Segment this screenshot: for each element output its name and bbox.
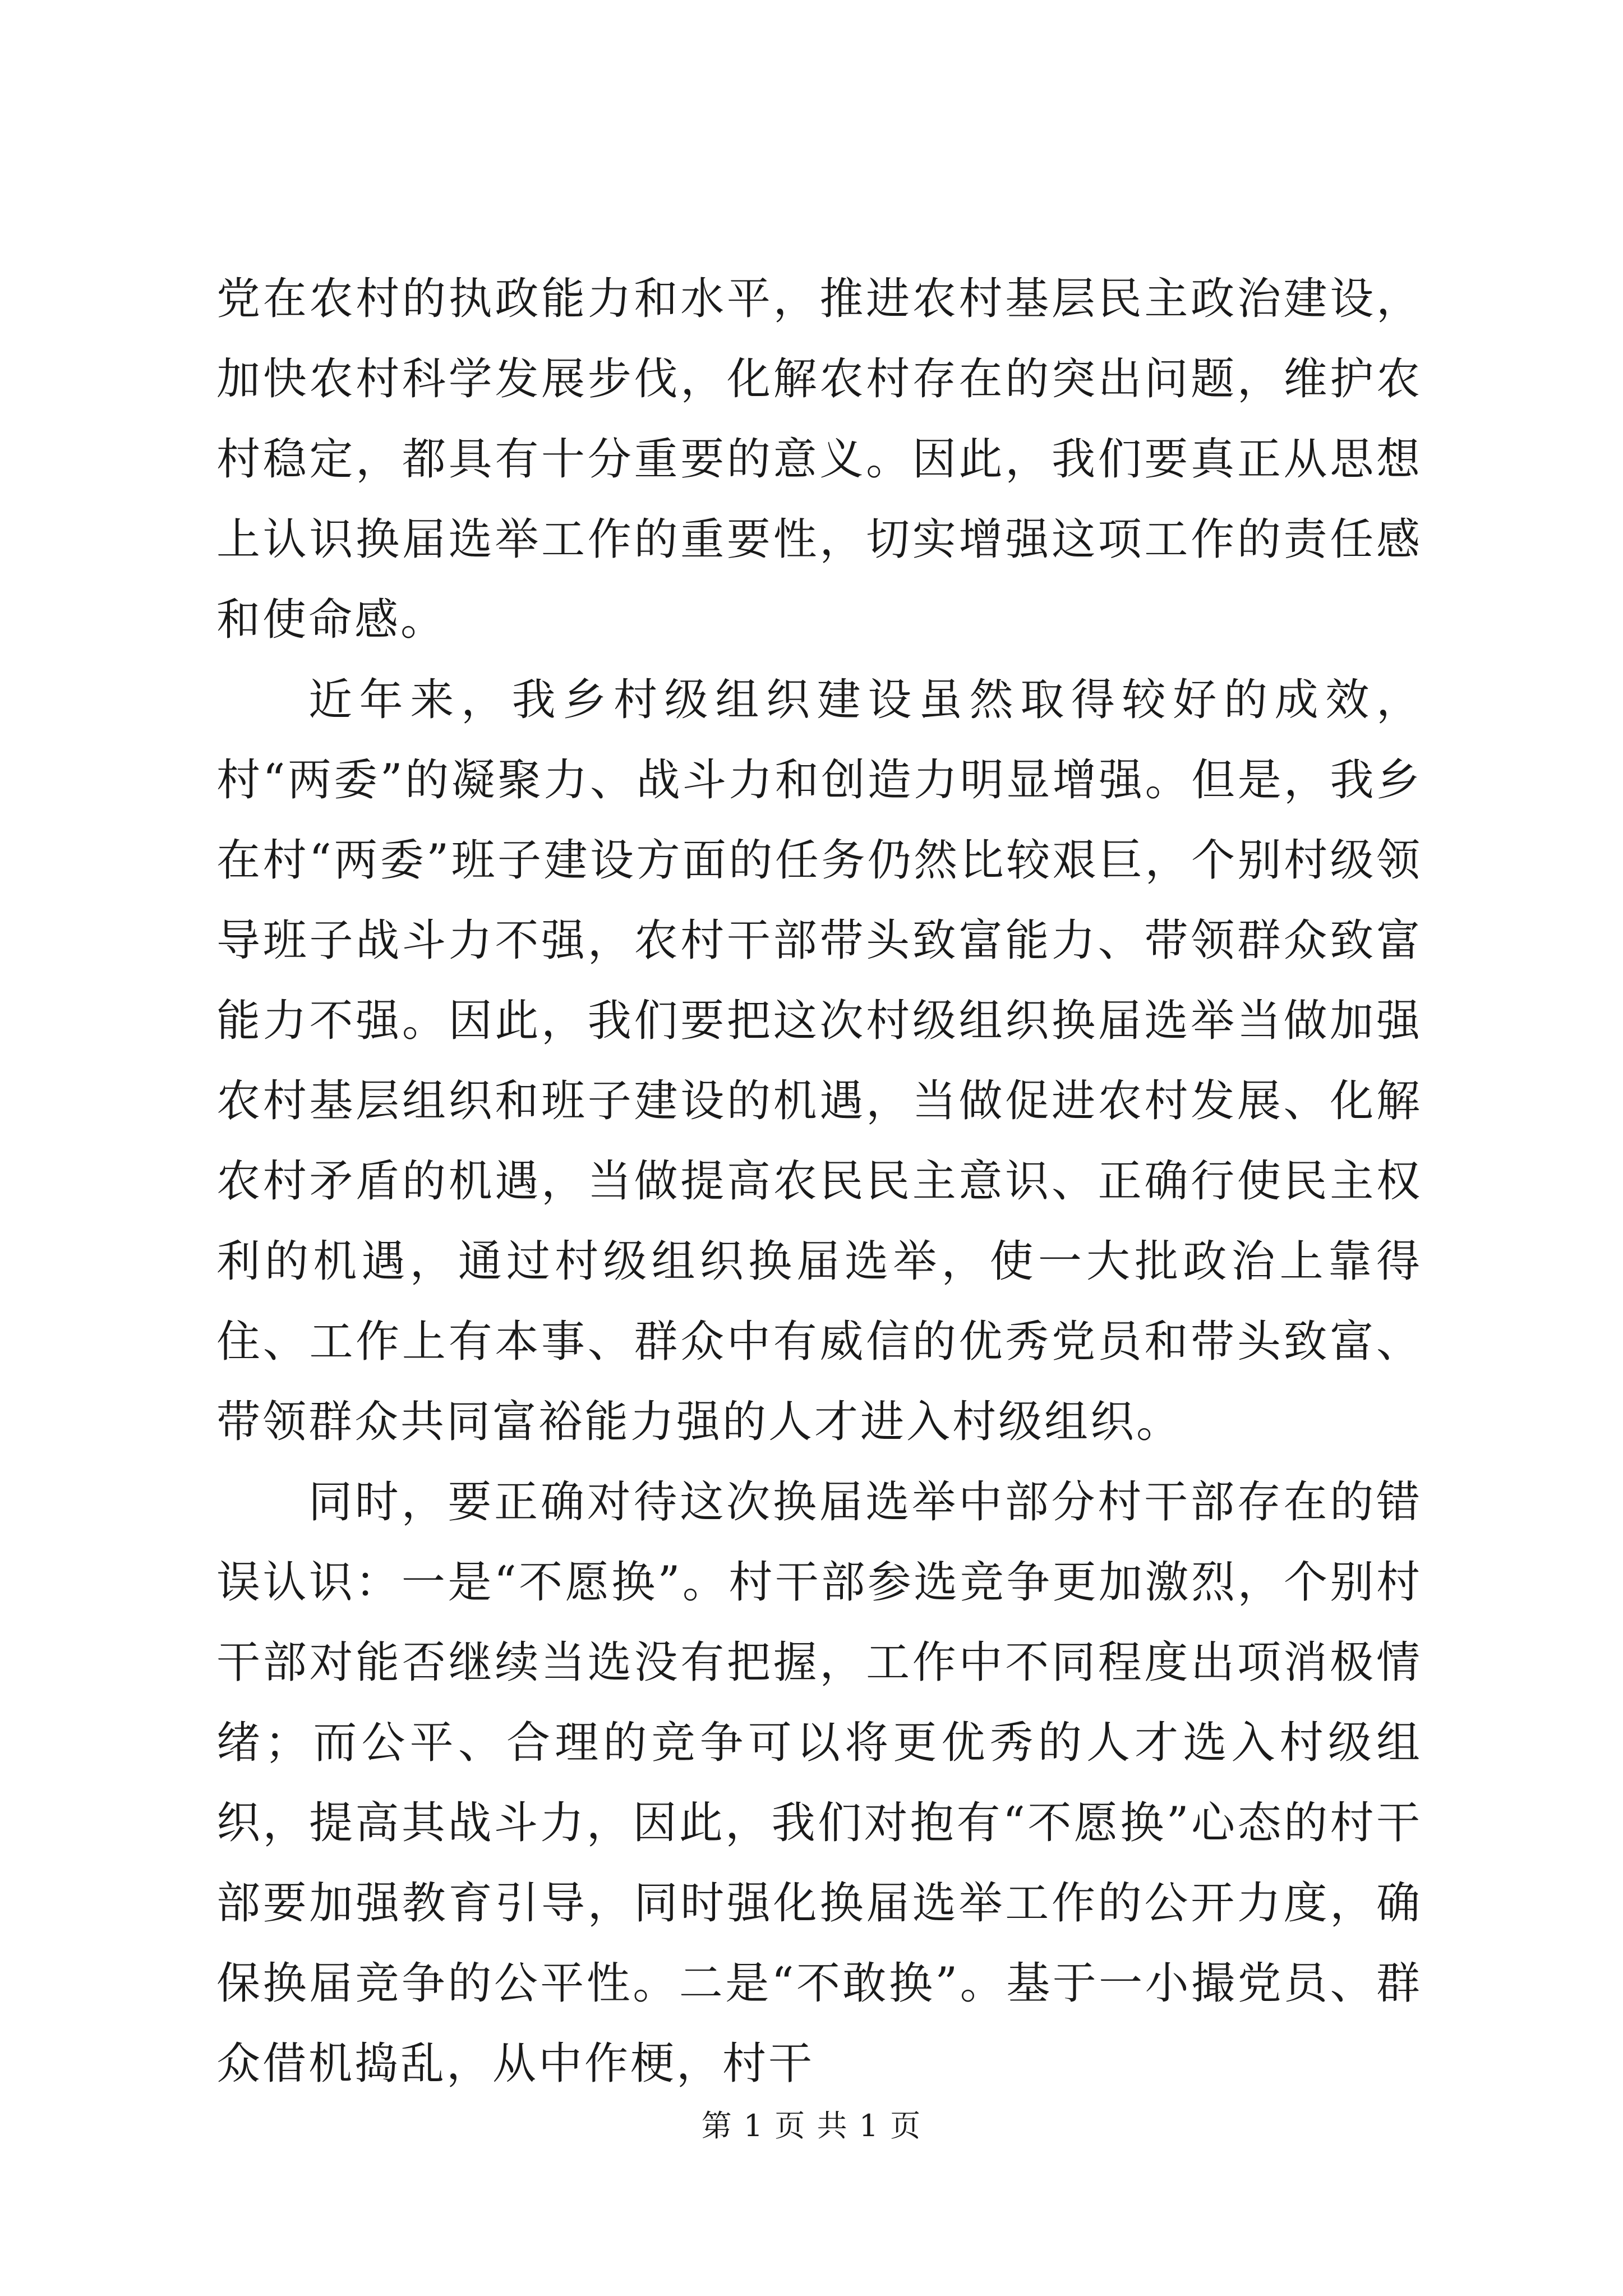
page-number-footer: 第 1 页 共 1 页 <box>701 2108 922 2143</box>
paragraph-wrong-understanding: 同时，要正确对待这次换届选举中部分村干部存在的错误认识：一是“不愿换”。村干部参选竞争更加激烈，个别村干部对能否继续当选没有把握，工作中不同程度出项消极情绪；而公平、合理的竞争可以将更优秀的人才选入村级组织，提高其战斗力，因此，我们对抱有“不愿换”心态的村干部要加强教育引导，同时强化换届选举工作的公开力度，确保换届竞争的公平性。二是“不敢换”。基于一小撮党员、群众借机捣乱，从中作梗，村干 <box>216 1477 1422 2089</box>
document-body <box>216 259 1422 2104</box>
paragraph-continuation: 党在农村的执政能力和水平，推进农村基层民主政治建设，加快农村科学发展步伐，化解农村存在的突出问题，维护农村稳定，都具有十分重要的意义。因此，我们要真正从思想上认识换届选举工作的重要性，切实增强这项工作的责任感和使命感。 <box>216 274 1422 645</box>
paragraph-village-organization: 近年来，我乡村级组织建设虽然取得较好的成效，村“两委”的凝聚力、战斗力和创造力明显增强。但是，我乡在村“两委”班子建设方面的任务仍然比较艰巨，个别村级领导班子战斗力不强，农村干部带头致富能力、带领群众致富能力不强。因此，我们要把这次村级组织换届选举当做加强农村基层组织和班子建设的机遇，当做促进农村发展、化解农村矛盾的机遇，当做提高农民民主意识、正确行使民主权利的机遇，通过村级组织换届选举，使一大批政治上靠得住、工作上有本事、群众中有威信的优秀党员和带头致富、带领群众共同富裕能力强的人才进入村级组织。 <box>216 675 1422 1447</box>
